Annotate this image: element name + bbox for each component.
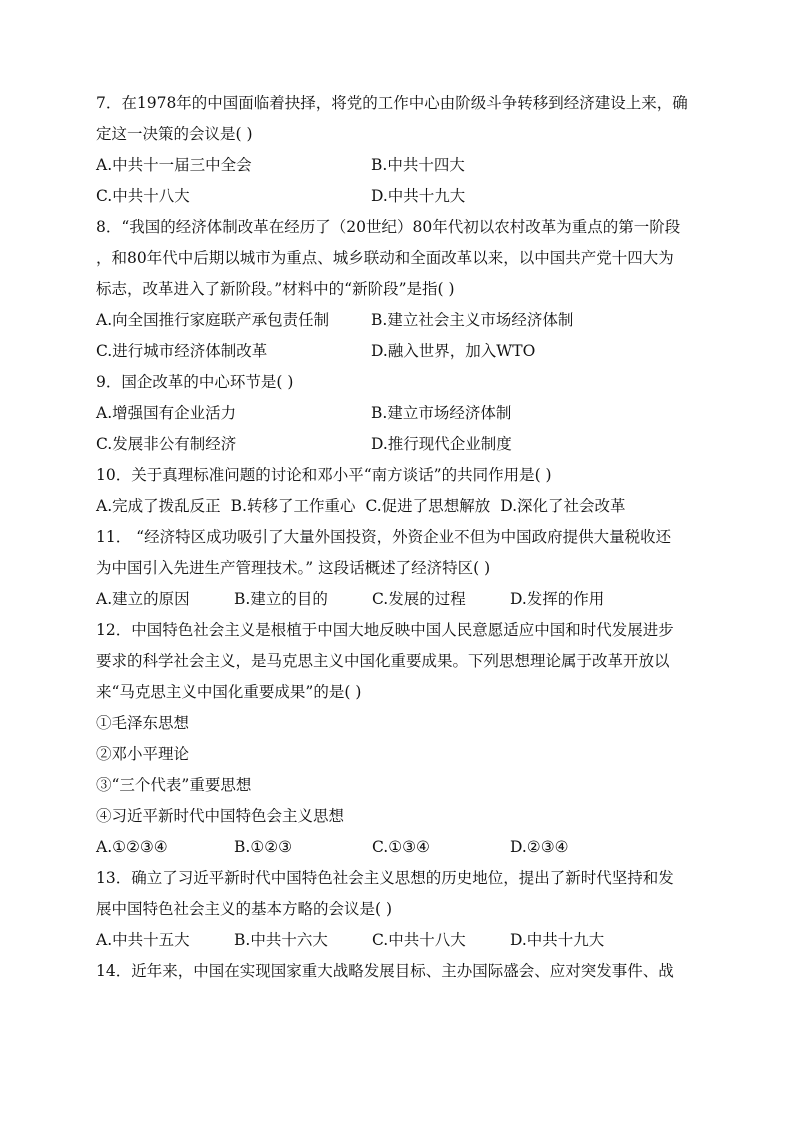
question-stem-line: 10．关于真理标准问题的讨论和邓小平“南方谈话”的共同作用是( ): [96, 466, 552, 484]
options-row: [96, 584, 702, 615]
options-row: [96, 925, 702, 956]
options-row: [96, 150, 702, 181]
question-8: [96, 212, 702, 367]
option-c: C.进行城市经济体制改革: [96, 342, 268, 360]
option-a: A.建立的原因: [96, 590, 190, 608]
question-stem-line: 12．中国特色社会主义是根植于中国大地反映中国人民意愿适应中国和时代发展进步: [96, 621, 674, 639]
question-stem-line: 标志，改革进入了新阶段。”材料中的“新阶段”是指( ): [96, 280, 455, 298]
option-b: B.转移了工作重心: [230, 497, 356, 515]
question-10: [96, 460, 702, 522]
option-a: A.完成了拨乱反正: [96, 497, 221, 515]
option-d: D.中共十九大: [510, 931, 605, 949]
question-9: [96, 367, 702, 460]
question-stem-line: 13．确立了习近平新时代中国特色社会主义思想的历史地位，提出了新时代坚持和发: [96, 869, 674, 887]
option-c: C.中共十八大: [372, 931, 466, 949]
options-row: [96, 832, 702, 863]
option-a: A.增强国有企业活力: [96, 404, 237, 422]
question-13: [96, 863, 702, 956]
options-row: [96, 181, 702, 212]
question-stem-line: 展中国特色社会主义的基本方略的会议是( ): [96, 900, 393, 918]
option-b: B.建立的目的: [234, 590, 328, 608]
option-d: D.发挥的作用: [510, 590, 605, 608]
option-d: D.中共十九大: [371, 187, 466, 205]
question-stem-line: 定这一决策的会议是( ): [96, 125, 253, 143]
option-c: C.发展的过程: [372, 590, 466, 608]
options-row: [96, 398, 702, 429]
question-stem-line: 8．“我国的经济体制改革在经历了（20世纪）80年代初以农村改革为重点的第一阶段: [96, 218, 681, 236]
options-row: [96, 491, 702, 522]
question-stem-line: 11． “经济特区成功吸引了大量外国投资，外资企业不但为中国政府提供大量税收还: [96, 528, 672, 546]
question-12: [96, 615, 702, 863]
option-b: B.中共十六大: [234, 931, 328, 949]
option-b: B.建立社会主义市场经济体制: [371, 311, 574, 329]
option-c: C.促进了思想解放: [365, 497, 491, 515]
statement-item: ④习近平新时代中国特色会主义思想: [96, 807, 345, 825]
option-a: A.中共十五大: [96, 931, 190, 949]
options-row: [96, 305, 702, 336]
option-a: A.中共十一届三中全会: [96, 156, 252, 174]
question-stem-line: 9．国企改革的中心环节是( ): [96, 373, 294, 391]
option-a: A.向全国推行家庭联产承包责任制: [96, 311, 330, 329]
question-stem-line: 来“马克思主义中国化重要成果”的是( ): [96, 683, 362, 701]
options-row: [96, 336, 702, 367]
statement-item: ③“三个代表”重要思想: [96, 776, 252, 794]
option-d: D.②③④: [510, 838, 569, 856]
option-b: B.中共十四大: [371, 156, 465, 174]
question-14: [96, 956, 702, 987]
question-stem-line: 14．近年来，中国在实现国家重大战略发展目标、主办国际盛会、应对突发事件、战: [96, 962, 674, 980]
option-c: C.发展非公有制经济: [96, 435, 237, 453]
option-b: B.①②③: [234, 838, 293, 856]
option-b: B.建立市场经济体制: [371, 404, 512, 422]
exam-page: [96, 88, 702, 987]
question-stem-line: 要求的科学社会主义，是马克思主义中国化重要成果。下列思想理论属于改革开放以: [96, 652, 670, 670]
question-stem-line: ，和80年代中后期以城市为重点、城乡联动和全面改革以来，以中国共产党十四大为: [96, 249, 674, 267]
statement-item: ②邓小平理论: [96, 745, 190, 763]
statement-item: ①毛泽东思想: [96, 714, 190, 732]
options-row: [96, 429, 702, 460]
option-d: D.融入世界，加入WTO: [371, 342, 536, 360]
option-d: D.深化了社会改革: [500, 497, 626, 515]
option-c: C.中共十八大: [96, 187, 190, 205]
option-d: D.推行现代企业制度: [371, 435, 512, 453]
question-stem-line: 为中国引入先进生产管理技术。” 这段话概述了经济特区( ): [96, 559, 491, 577]
option-c: C.①③④: [372, 838, 430, 856]
question-11: [96, 522, 702, 615]
question-stem-line: 7．在1978年的中国面临着抉择，将党的工作中心由阶级斗争转移到经济建设上来，确: [96, 94, 688, 112]
question-7: [96, 88, 702, 212]
option-a: A.①②③④: [96, 838, 168, 856]
